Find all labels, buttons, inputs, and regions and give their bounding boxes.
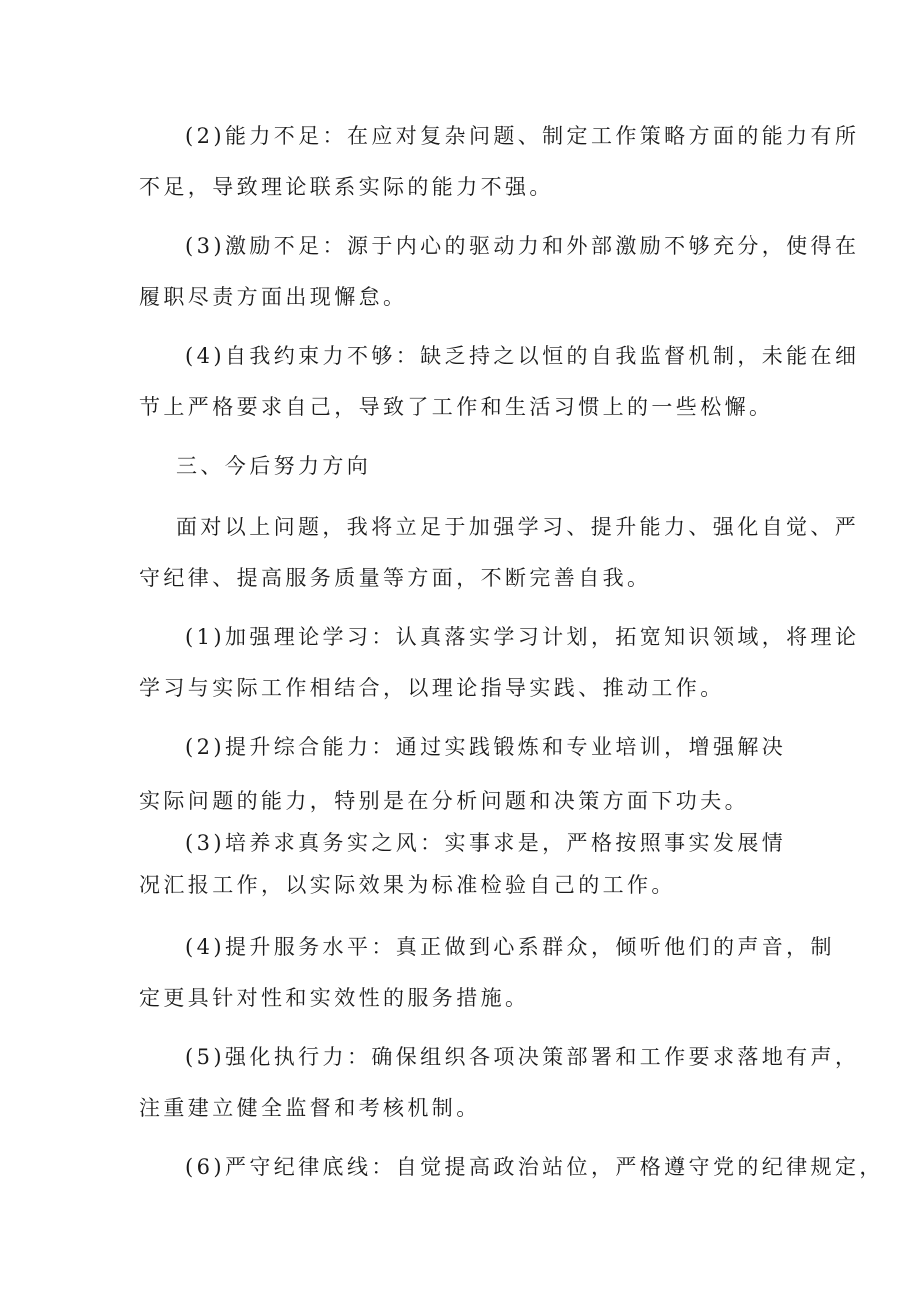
paragraph-theory-line-1: (1)加强理论学习：认真落实学习计划，拓宽知识领域，将理论 (185, 625, 860, 649)
paragraph-ability-line-2: 不足，导致理论联系实际的能力不强。 (139, 175, 554, 199)
paragraph-intro-line-2: 守纪律、提高服务质量等方面，不断完善自我。 (139, 566, 652, 590)
paragraph-skills-line-1: (2)提升综合能力：通过实践锻炼和专业培训，增强解决 (185, 735, 787, 759)
paragraph-self-discipline-line-2: 节上严格要求自己，导致了工作和生活习惯上的一些松懈。 (139, 395, 774, 419)
paragraph-execution-line-1: (5)强化执行力：确保组织各项决策部署和工作要求落地有声， (185, 1045, 860, 1069)
paragraph-service-line-1: (4)提升服务水平：真正做到心系群众，倾听他们的声音，制 (185, 935, 835, 959)
paragraph-motivation-line-1: (3)激励不足：源于内心的驱动力和外部激励不够充分，使得在 (185, 234, 860, 258)
paragraph-ability-line-1: (2)能力不足：在应对复杂问题、制定工作策略方面的能力有所 (185, 124, 860, 148)
paragraph-pragmatism-line-2: 况汇报工作，以实际效果为标准检验自己的工作。 (139, 873, 676, 897)
paragraph-theory-line-2: 学习与实际工作相结合，以理论指导实践、推动工作。 (139, 676, 725, 700)
paragraph-intro-line-1: 面对以上问题，我将立足于加强学习、提升能力、强化自觉、严 (176, 515, 860, 539)
paragraph-motivation-line-2: 履职尽责方面出现懈怠。 (139, 285, 408, 309)
paragraph-service-line-2: 定更具针对性和实效性的服务措施。 (139, 986, 530, 1010)
paragraph-pragmatism-line-1: (3)培养求真务实之风：实事求是，严格按照事实发展情 (185, 831, 787, 855)
paragraph-execution-line-2: 注重建立健全监督和考核机制。 (139, 1096, 481, 1120)
paragraph-self-discipline-line-1: (4)自我约束力不够：缺乏持之以恒的自我监督机制，未能在细 (185, 344, 860, 368)
paragraph-skills-line-2: 实际问题的能力，特别是在分析问题和决策方面下功夫。 (139, 789, 749, 813)
section-heading: 三、今后努力方向 (176, 454, 372, 478)
paragraph-discipline-line-1: (6)严守纪律底线：自觉提高政治站位，严格遵守党的纪律规定， (185, 1155, 884, 1179)
